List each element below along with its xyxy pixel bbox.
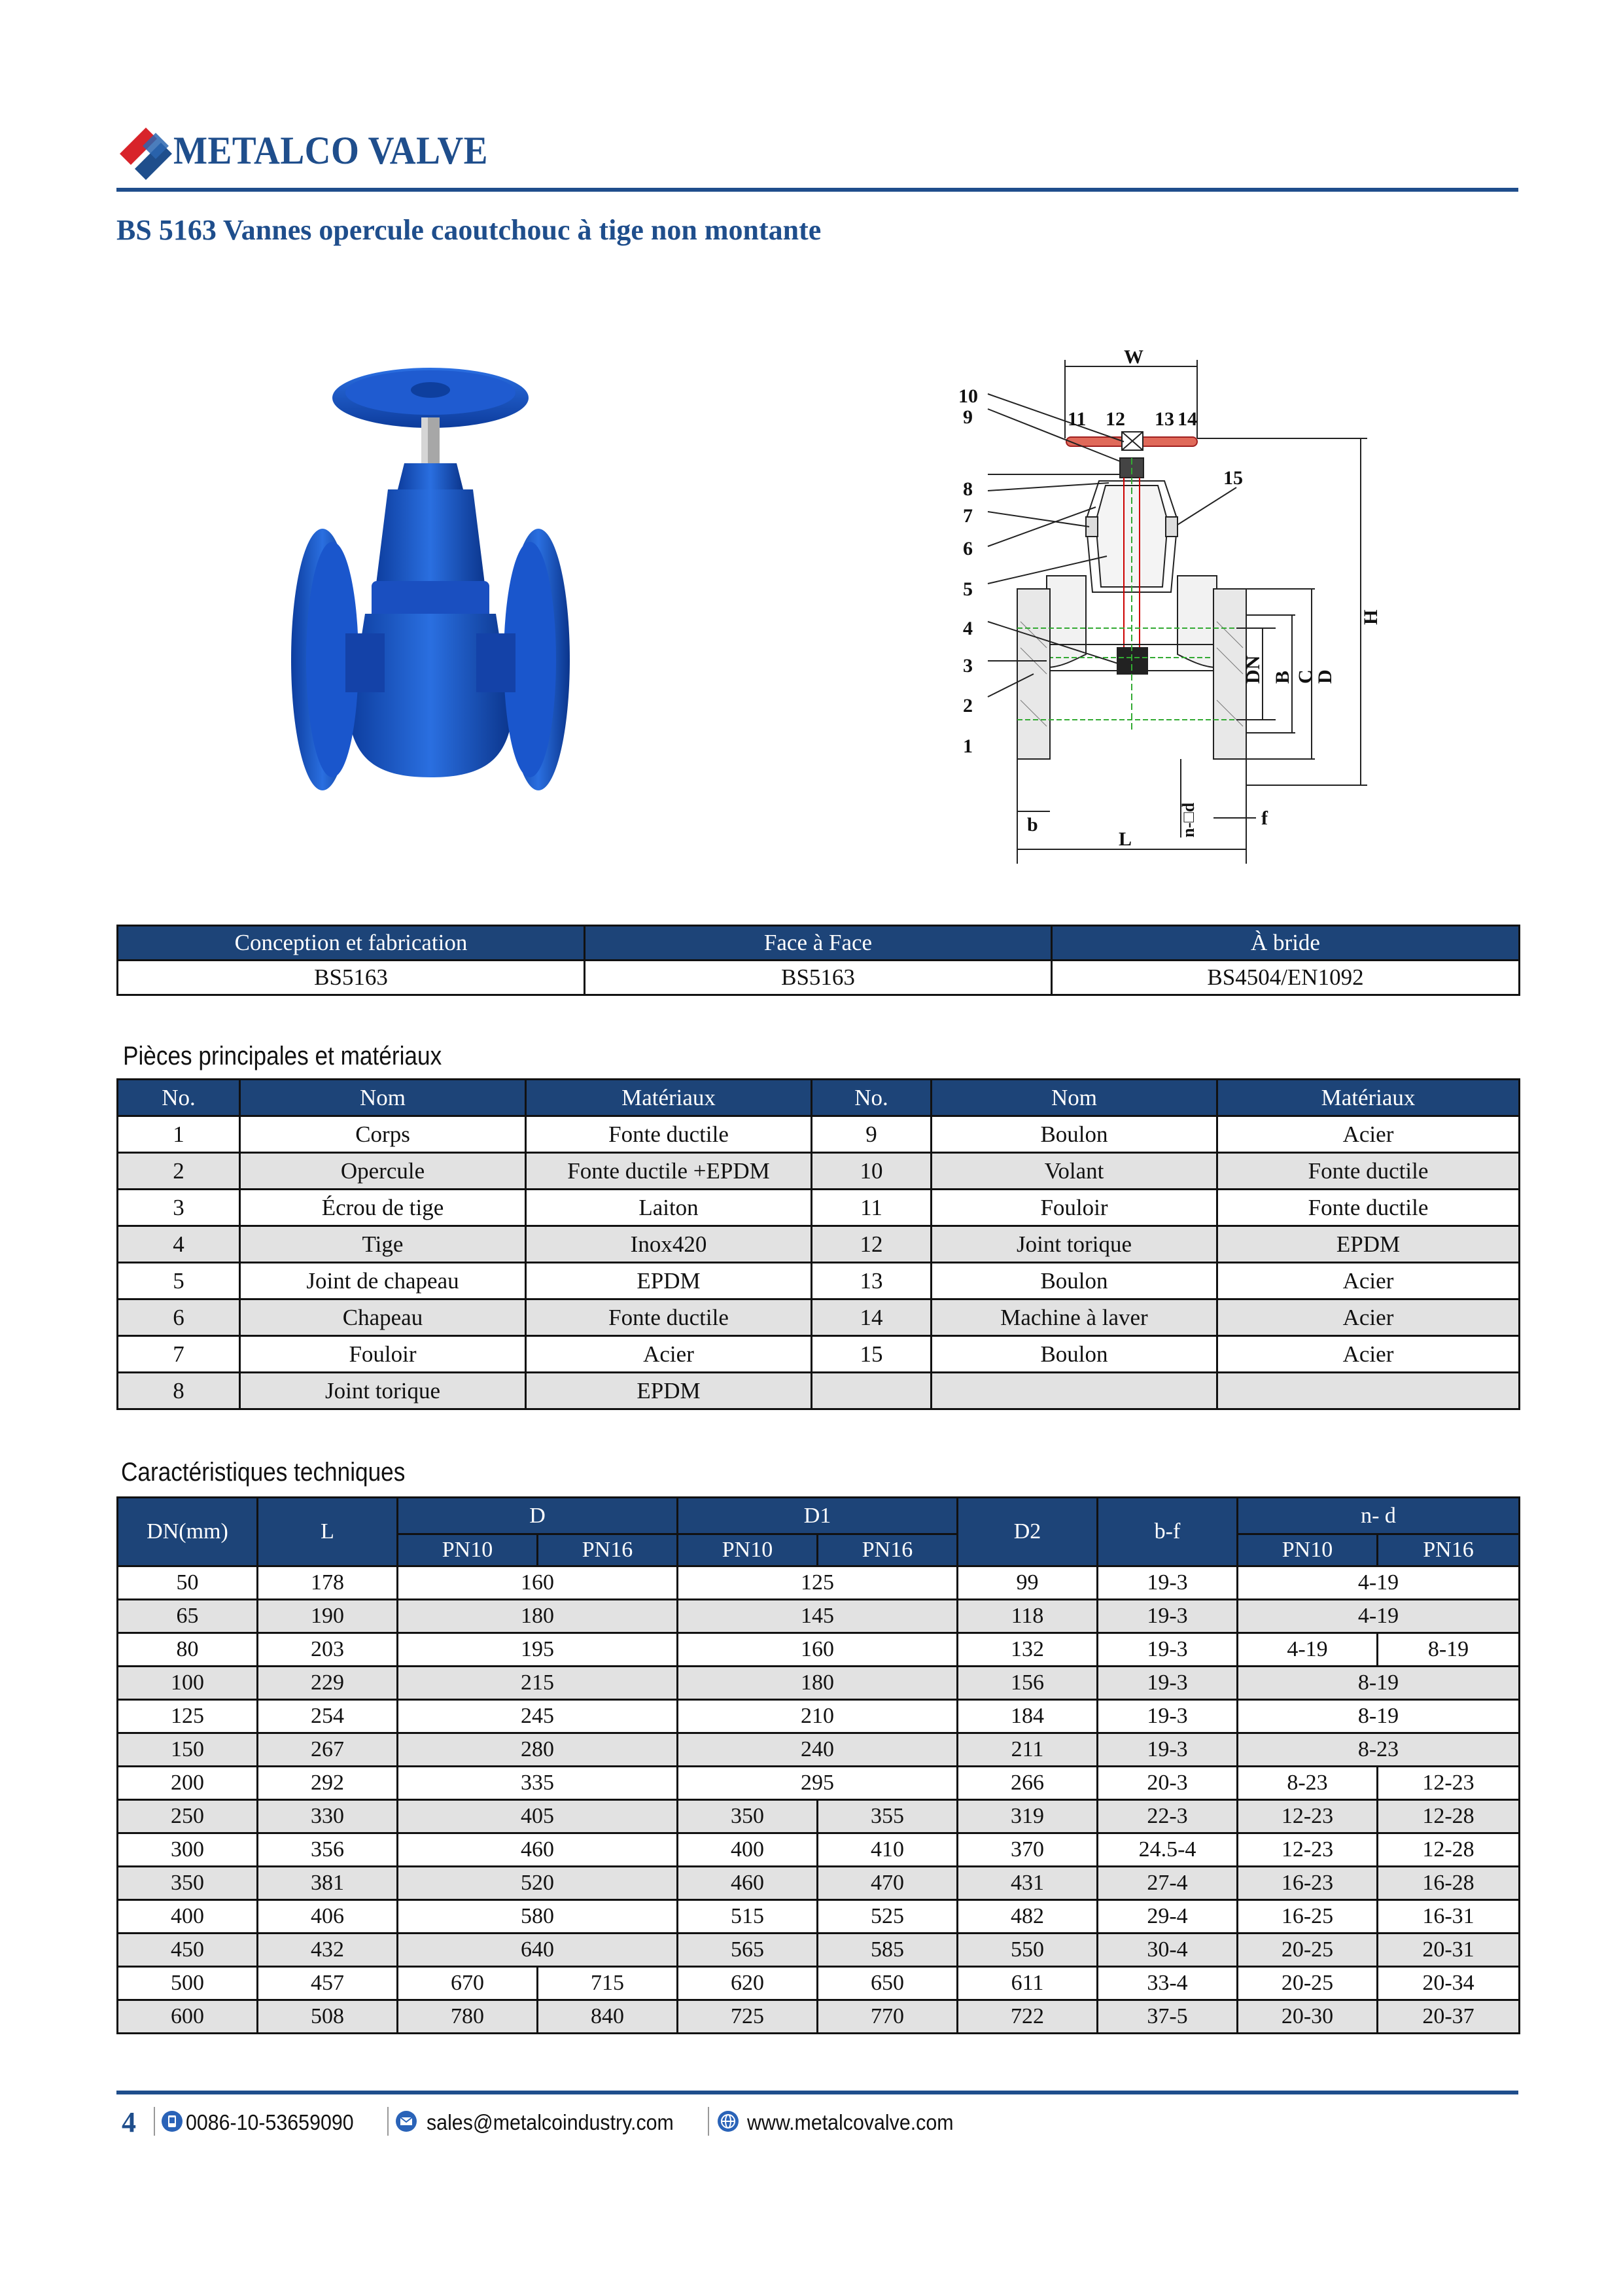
table-cell: 482 bbox=[958, 1900, 1098, 1934]
label-w: W bbox=[1124, 346, 1143, 368]
table-cell: 550 bbox=[958, 1934, 1098, 1967]
table-cell: 9 bbox=[812, 1116, 932, 1153]
table-cell: 12-28 bbox=[1378, 1800, 1520, 1833]
table-cell: 319 bbox=[958, 1800, 1098, 1833]
table-cell: 24.5-4 bbox=[1098, 1833, 1238, 1867]
table-cell: Fouloir bbox=[240, 1336, 526, 1373]
table-cell: 12-23 bbox=[1378, 1767, 1520, 1800]
table-cell: 20-3 bbox=[1098, 1767, 1238, 1800]
sub-header-pn16: PN16 bbox=[818, 1534, 958, 1566]
table-cell: Joint de chapeau bbox=[240, 1263, 526, 1299]
table-cell: Opercule bbox=[240, 1153, 526, 1190]
table-cell: 330 bbox=[258, 1800, 398, 1833]
table-row bbox=[118, 1299, 1520, 1336]
table-row bbox=[118, 1153, 1520, 1190]
table-cell: 370 bbox=[958, 1833, 1098, 1867]
valve-photo bbox=[273, 359, 587, 843]
table-cell: 2 bbox=[118, 1153, 240, 1190]
table-cell: 8-19 bbox=[1238, 1700, 1520, 1733]
design-value: BS5163 bbox=[118, 961, 585, 995]
table-cell: 356 bbox=[258, 1833, 398, 1867]
header-rule bbox=[116, 188, 1518, 192]
table-cell: 620 bbox=[678, 1967, 818, 2000]
table-row bbox=[118, 1667, 1520, 1700]
label-nd: n-□d bbox=[1179, 802, 1198, 838]
table-cell: Acier bbox=[1217, 1116, 1520, 1153]
table-cell: 150 bbox=[118, 1733, 258, 1767]
table-cell: 16-23 bbox=[1238, 1867, 1378, 1900]
table-row bbox=[118, 1900, 1520, 1934]
table-cell: 16-28 bbox=[1378, 1867, 1520, 1900]
table-cell: 15 bbox=[812, 1336, 932, 1373]
table-cell: 400 bbox=[118, 1900, 258, 1934]
table-cell: 125 bbox=[678, 1566, 958, 1600]
table-cell: 195 bbox=[398, 1633, 678, 1667]
parts-title: Pièces principales et matériaux bbox=[123, 1042, 442, 1070]
table-cell: 245 bbox=[398, 1700, 678, 1733]
table-cell: 4 bbox=[118, 1226, 240, 1263]
col-header-flange: À bride bbox=[1052, 926, 1520, 961]
standards-table bbox=[116, 925, 1520, 996]
phone-icon bbox=[161, 2110, 183, 2132]
col-header-d1: D1 bbox=[678, 1498, 958, 1534]
table-cell: 6 bbox=[118, 1299, 240, 1336]
table-cell: 780 bbox=[398, 2000, 538, 2034]
table-cell: 350 bbox=[678, 1800, 818, 1833]
table-row bbox=[118, 1336, 1520, 1373]
table-cell: 650 bbox=[818, 1967, 958, 2000]
table-cell: 240 bbox=[678, 1733, 958, 1767]
table-cell: 250 bbox=[118, 1800, 258, 1833]
table-cell: 29-4 bbox=[1098, 1900, 1238, 1934]
table-cell: 254 bbox=[258, 1700, 398, 1733]
table-cell: 508 bbox=[258, 2000, 398, 2034]
label-12: 12 bbox=[1106, 408, 1125, 430]
label-4: 4 bbox=[963, 618, 973, 639]
table-row bbox=[118, 2000, 1520, 2034]
table-cell: Machine à laver bbox=[932, 1299, 1217, 1336]
label-10: 10 bbox=[958, 385, 978, 407]
table-cell: 184 bbox=[958, 1700, 1098, 1733]
table-cell: 405 bbox=[398, 1800, 678, 1833]
label-9: 9 bbox=[963, 406, 973, 428]
table-cell: Acier bbox=[1217, 1336, 1520, 1373]
table-cell: 132 bbox=[958, 1633, 1098, 1667]
table-cell: Fonte ductile bbox=[526, 1116, 812, 1153]
col-header-dn: DN(mm) bbox=[118, 1498, 258, 1566]
table-cell: 210 bbox=[678, 1700, 958, 1733]
specs-table bbox=[116, 1496, 1520, 2034]
table-row bbox=[118, 1967, 1520, 2000]
table-cell: 350 bbox=[118, 1867, 258, 1900]
table-cell: Joint torique bbox=[240, 1373, 526, 1409]
table-cell: 335 bbox=[398, 1767, 678, 1800]
table-cell: 37-5 bbox=[1098, 2000, 1238, 2034]
table-cell: 27-4 bbox=[1098, 1867, 1238, 1900]
table-cell: 5 bbox=[118, 1263, 240, 1299]
table-cell: Boulon bbox=[932, 1116, 1217, 1153]
table-row bbox=[118, 1600, 1520, 1633]
col-header-name-2: Nom bbox=[932, 1080, 1217, 1116]
table-cell: 670 bbox=[398, 1967, 538, 2000]
table-cell: Joint torique bbox=[932, 1226, 1217, 1263]
table-row bbox=[118, 1934, 1520, 1967]
label-l: L bbox=[1119, 828, 1132, 850]
table-cell: 565 bbox=[678, 1934, 818, 1967]
label-5: 5 bbox=[963, 578, 973, 600]
table-row bbox=[118, 1116, 1520, 1153]
label-8: 8 bbox=[963, 478, 973, 500]
table-cell: 292 bbox=[258, 1767, 398, 1800]
footer-email[interactable]: sales@metalcoindustry.com bbox=[427, 2110, 674, 2134]
table-cell: 585 bbox=[818, 1934, 958, 1967]
table-cell: 432 bbox=[258, 1934, 398, 1967]
table-cell: Écrou de tige bbox=[240, 1190, 526, 1226]
table-cell: 4-19 bbox=[1238, 1600, 1520, 1633]
footer-website[interactable]: www.metalcovalve.com bbox=[747, 2110, 954, 2134]
table-cell: 450 bbox=[118, 1934, 258, 1967]
metalco-logo-icon bbox=[116, 120, 182, 185]
col-header-face-to-face: Face à Face bbox=[585, 926, 1052, 961]
footer-separator bbox=[154, 2107, 155, 2136]
table-cell: 211 bbox=[958, 1733, 1098, 1767]
table-cell: 725 bbox=[678, 2000, 818, 2034]
table-cell: 11 bbox=[812, 1190, 932, 1226]
table-cell: 160 bbox=[678, 1633, 958, 1667]
table-cell: 20-25 bbox=[1238, 1967, 1378, 2000]
table-cell: Boulon bbox=[932, 1263, 1217, 1299]
table-row bbox=[118, 1800, 1520, 1833]
table-cell: 580 bbox=[398, 1900, 678, 1934]
table-cell: 19-3 bbox=[1098, 1733, 1238, 1767]
table-cell: 12-23 bbox=[1238, 1833, 1378, 1867]
table-cell: 13 bbox=[812, 1263, 932, 1299]
label-b: B bbox=[1272, 670, 1293, 684]
table-cell: 20-31 bbox=[1378, 1934, 1520, 1967]
table-cell: 12-28 bbox=[1378, 1833, 1520, 1867]
table-cell: 180 bbox=[398, 1600, 678, 1633]
table-cell: 8-19 bbox=[1378, 1633, 1520, 1667]
table-cell: 8 bbox=[118, 1373, 240, 1409]
table-cell: 770 bbox=[818, 2000, 958, 2034]
label-13: 13 bbox=[1155, 408, 1174, 430]
table-row bbox=[118, 1263, 1520, 1299]
col-header-material-2: Matériaux bbox=[1217, 1080, 1520, 1116]
table-cell: 355 bbox=[818, 1800, 958, 1833]
table-cell: Volant bbox=[932, 1153, 1217, 1190]
table-cell: 16-25 bbox=[1238, 1900, 1378, 1934]
table-cell: Acier bbox=[526, 1336, 812, 1373]
label-dn: DN bbox=[1242, 655, 1264, 684]
table-cell: 267 bbox=[258, 1733, 398, 1767]
table-row bbox=[118, 1226, 1520, 1263]
table-cell: 600 bbox=[118, 2000, 258, 2034]
specs-title: Caractéristiques techniques bbox=[121, 1458, 406, 1487]
table-cell: 381 bbox=[258, 1867, 398, 1900]
table-row bbox=[118, 1566, 1520, 1600]
table-cell: Chapeau bbox=[240, 1299, 526, 1336]
table-cell: Acier bbox=[1217, 1263, 1520, 1299]
label-2: 2 bbox=[963, 695, 973, 716]
label-d: D bbox=[1314, 669, 1336, 684]
table-cell: 500 bbox=[118, 1967, 258, 2000]
sub-header-pn16: PN16 bbox=[538, 1534, 678, 1566]
table-cell: 611 bbox=[958, 1967, 1098, 2000]
table-row bbox=[118, 1190, 1520, 1226]
table-cell: 100 bbox=[118, 1667, 258, 1700]
table-cell: 457 bbox=[258, 1967, 398, 2000]
table-cell: Laiton bbox=[526, 1190, 812, 1226]
footer-separator bbox=[708, 2107, 709, 2136]
sub-header-pn16: PN16 bbox=[1378, 1534, 1520, 1566]
table-cell: 99 bbox=[958, 1566, 1098, 1600]
table-cell: 8-19 bbox=[1238, 1667, 1520, 1700]
table-cell: EPDM bbox=[526, 1373, 812, 1409]
table-cell: Fouloir bbox=[932, 1190, 1217, 1226]
table-cell: 20-30 bbox=[1238, 2000, 1378, 2034]
table-cell: 190 bbox=[258, 1600, 398, 1633]
flange-value: BS4504/EN1092 bbox=[1052, 961, 1520, 995]
table-cell: 460 bbox=[678, 1867, 818, 1900]
face-to-face-value: BS5163 bbox=[585, 961, 1052, 995]
sub-header-pn10: PN10 bbox=[678, 1534, 818, 1566]
table-cell: 640 bbox=[398, 1934, 678, 1967]
brand-name: METALCO VALVE bbox=[173, 129, 488, 172]
table-cell: EPDM bbox=[526, 1263, 812, 1299]
table-cell: 4-19 bbox=[1238, 1633, 1378, 1667]
table-cell: 431 bbox=[958, 1867, 1098, 1900]
table-row bbox=[118, 1373, 1520, 1409]
table-cell bbox=[1217, 1373, 1520, 1409]
table-cell: Inox420 bbox=[526, 1226, 812, 1263]
label-h: H bbox=[1360, 609, 1382, 625]
col-header-design: Conception et fabrication bbox=[118, 926, 585, 961]
label-11: 11 bbox=[1068, 408, 1087, 430]
table-cell: 840 bbox=[538, 2000, 678, 2034]
table-cell: 12-23 bbox=[1238, 1800, 1378, 1833]
table-cell: 50 bbox=[118, 1566, 258, 1600]
col-header-nd: n- d bbox=[1238, 1498, 1520, 1534]
table-cell: 20-25 bbox=[1238, 1934, 1378, 1967]
table-cell: 12 bbox=[812, 1226, 932, 1263]
table-cell: 14 bbox=[812, 1299, 932, 1336]
table-cell: 8-23 bbox=[1238, 1767, 1378, 1800]
col-header-d2: D2 bbox=[958, 1498, 1098, 1566]
table-cell: 118 bbox=[958, 1600, 1098, 1633]
table-row bbox=[118, 1767, 1520, 1800]
table-cell: 203 bbox=[258, 1633, 398, 1667]
table-cell: 180 bbox=[678, 1667, 958, 1700]
table-cell: Fonte ductile bbox=[1217, 1190, 1520, 1226]
globe-icon bbox=[717, 2110, 739, 2132]
table-cell: 410 bbox=[818, 1833, 958, 1867]
table-cell: 16-31 bbox=[1378, 1900, 1520, 1934]
table-cell bbox=[812, 1373, 932, 1409]
table-cell: 80 bbox=[118, 1633, 258, 1667]
table-cell: Corps bbox=[240, 1116, 526, 1153]
table-cell: Boulon bbox=[932, 1336, 1217, 1373]
table-cell: Fonte ductile +EPDM bbox=[526, 1153, 812, 1190]
footer-rule bbox=[116, 2091, 1518, 2094]
table-cell: 19-3 bbox=[1098, 1633, 1238, 1667]
table-cell: 145 bbox=[678, 1600, 958, 1633]
label-bb: b bbox=[1027, 814, 1038, 836]
table-cell: 515 bbox=[678, 1900, 818, 1934]
table-cell: 160 bbox=[398, 1566, 678, 1600]
table-cell: 20-37 bbox=[1378, 2000, 1520, 2034]
label-15: 15 bbox=[1223, 467, 1243, 489]
table-cell: 400 bbox=[678, 1833, 818, 1867]
label-3: 3 bbox=[963, 655, 973, 677]
table-cell: Fonte ductile bbox=[526, 1299, 812, 1336]
col-header-no-2: No. bbox=[812, 1080, 932, 1116]
label-6: 6 bbox=[963, 538, 973, 559]
label-1: 1 bbox=[963, 735, 973, 757]
page-number: 4 bbox=[122, 2106, 136, 2138]
table-cell: 10 bbox=[812, 1153, 932, 1190]
table-row bbox=[118, 1833, 1520, 1867]
table-cell: Tige bbox=[240, 1226, 526, 1263]
table-cell: EPDM bbox=[1217, 1226, 1520, 1263]
email-icon bbox=[395, 2110, 417, 2132]
table-row bbox=[118, 1700, 1520, 1733]
footer-separator bbox=[387, 2107, 389, 2136]
label-14: 14 bbox=[1178, 408, 1197, 430]
label-f: f bbox=[1261, 807, 1268, 829]
table-cell: 722 bbox=[958, 2000, 1098, 2034]
table-cell: 295 bbox=[678, 1767, 958, 1800]
table-cell: 4-19 bbox=[1238, 1566, 1520, 1600]
table-cell: 125 bbox=[118, 1700, 258, 1733]
col-header-bf: b-f bbox=[1098, 1498, 1238, 1566]
table-row bbox=[118, 1867, 1520, 1900]
table-cell: Acier bbox=[1217, 1299, 1520, 1336]
table-cell: 406 bbox=[258, 1900, 398, 1934]
table-cell: 280 bbox=[398, 1733, 678, 1767]
page-title: BS 5163 Vannes opercule caoutchouc à tige non montante bbox=[116, 214, 822, 246]
table-cell: 715 bbox=[538, 1967, 678, 2000]
label-c: C bbox=[1295, 669, 1316, 684]
col-header-material: Matériaux bbox=[526, 1080, 812, 1116]
table-cell: 1 bbox=[118, 1116, 240, 1153]
table-cell: 525 bbox=[818, 1900, 958, 1934]
table-cell: 19-3 bbox=[1098, 1700, 1238, 1733]
table-cell: 19-3 bbox=[1098, 1600, 1238, 1633]
sub-header-pn10: PN10 bbox=[398, 1534, 538, 1566]
table-cell: 19-3 bbox=[1098, 1566, 1238, 1600]
table-row bbox=[118, 1633, 1520, 1667]
table-cell: 470 bbox=[818, 1867, 958, 1900]
table-row bbox=[118, 1733, 1520, 1767]
table-cell: 3 bbox=[118, 1190, 240, 1226]
table-cell: 33-4 bbox=[1098, 1967, 1238, 2000]
label-7: 7 bbox=[963, 505, 973, 527]
col-header-l: L bbox=[258, 1498, 398, 1566]
col-header-no: No. bbox=[118, 1080, 240, 1116]
valve-drawing bbox=[949, 340, 1406, 864]
table-cell: 30-4 bbox=[1098, 1934, 1238, 1967]
table-cell: 20-34 bbox=[1378, 1967, 1520, 2000]
sub-header-pn10: PN10 bbox=[1238, 1534, 1378, 1566]
table-cell: 178 bbox=[258, 1566, 398, 1600]
table-cell: 156 bbox=[958, 1667, 1098, 1700]
table-cell bbox=[932, 1373, 1217, 1409]
table-cell: 300 bbox=[118, 1833, 258, 1867]
table-cell: 200 bbox=[118, 1767, 258, 1800]
table-cell: 266 bbox=[958, 1767, 1098, 1800]
col-header-d: D bbox=[398, 1498, 678, 1534]
table-cell: 65 bbox=[118, 1600, 258, 1633]
table-cell: 229 bbox=[258, 1667, 398, 1700]
table-cell: 460 bbox=[398, 1833, 678, 1867]
table-cell: 8-23 bbox=[1238, 1733, 1520, 1767]
parts-table bbox=[116, 1078, 1520, 1410]
table-cell: 19-3 bbox=[1098, 1667, 1238, 1700]
table-cell: 7 bbox=[118, 1336, 240, 1373]
footer-phone[interactable]: 0086-10-53659090 bbox=[186, 2110, 354, 2134]
col-header-name: Nom bbox=[240, 1080, 526, 1116]
table-cell: 215 bbox=[398, 1667, 678, 1700]
table-cell: Fonte ductile bbox=[1217, 1153, 1520, 1190]
table-cell: 22-3 bbox=[1098, 1800, 1238, 1833]
table-cell: 520 bbox=[398, 1867, 678, 1900]
